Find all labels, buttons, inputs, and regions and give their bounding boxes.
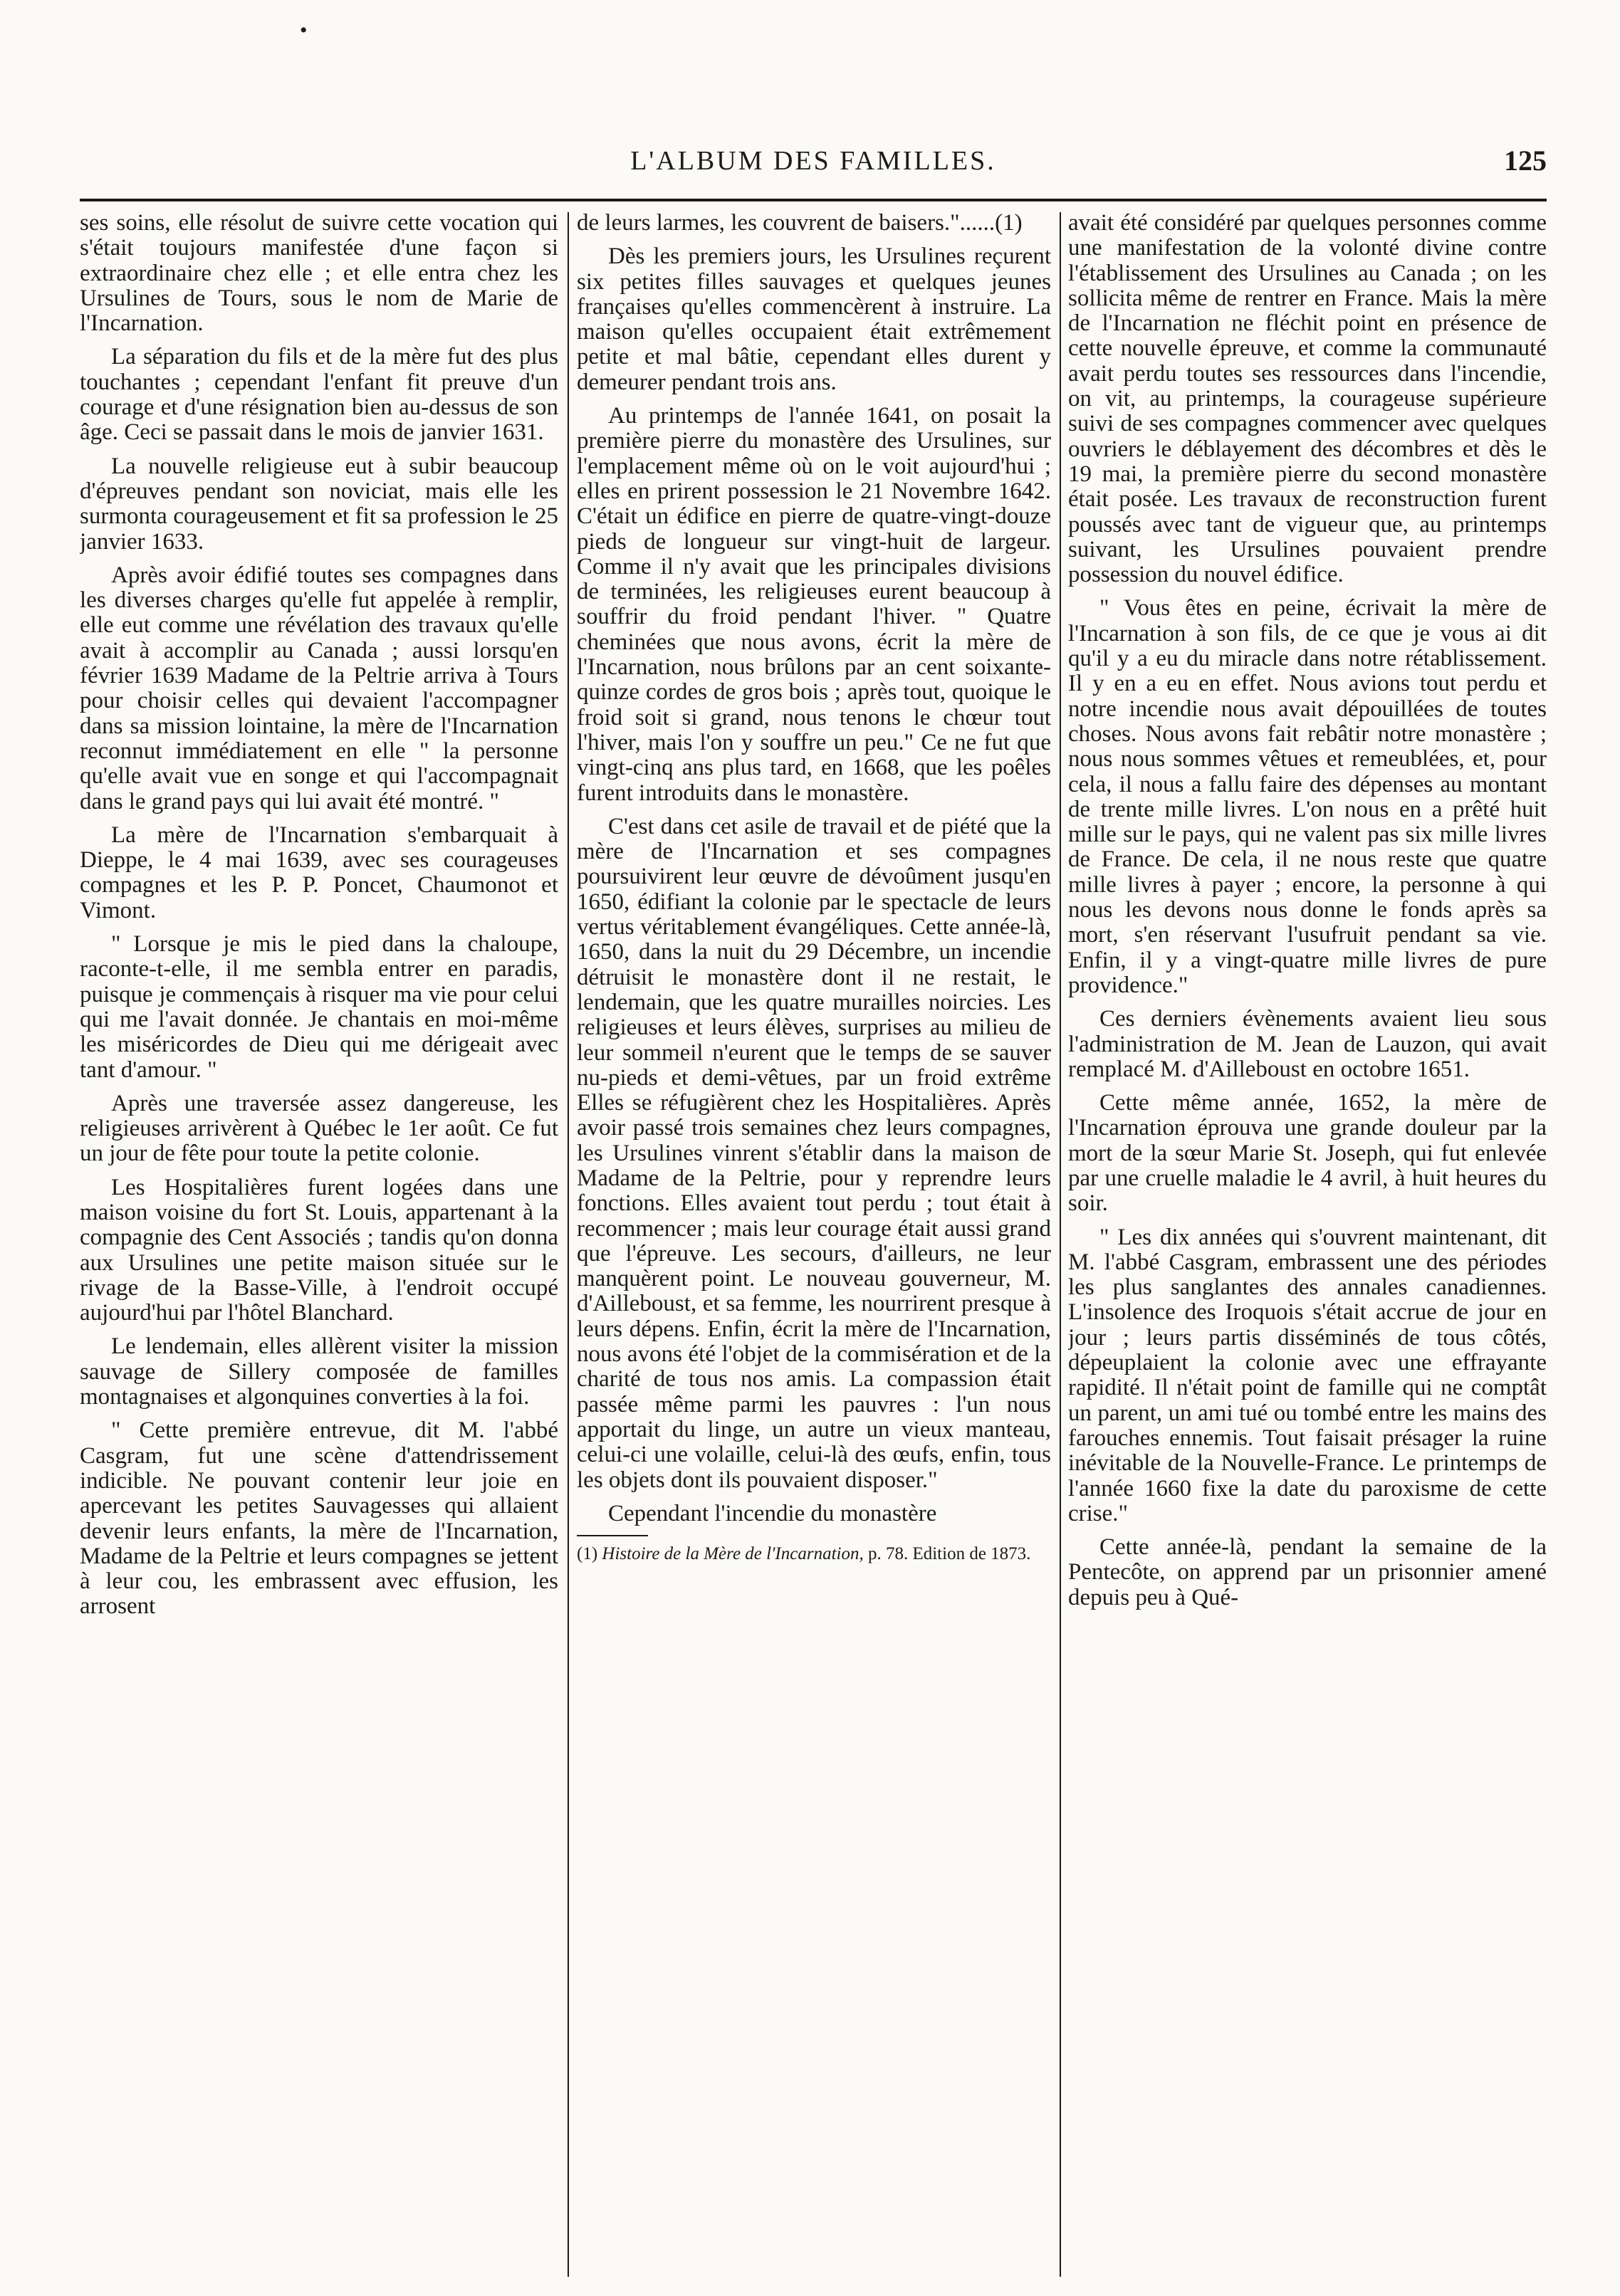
paragraph: Dès les premiers jours, les Ursulines reçurent six petites filles sauvages et quelques jeunes françaises qu'elles commencèrent à instruire. La maison qu'elles occupaient était extrêmement petite et mal bâtie, cependant elles durent y demeurer pendant trois ans. [577,243,1051,395]
text-column-2 [577,211,1051,2275]
paragraph: Cette même année, 1652, la mère de l'Incarnation éprouva une grande douleur par la mort de la sœur Marie St. Joseph, qui fut enlevée par une cruelle maladie le 4 avril, à huit heures du soir. [1068,1090,1547,1217]
paragraph: La nouvelle religieuse eut à subir beaucoup d'épreuves pendant son noviciat, mais elle les surmonta courageusement et fit sa profession le 25 janvier 1633. [80,453,558,555]
paragraph: " Cette première entrevue, dit M. l'abbé Casgram, fut une scène d'attendrissement indicible. Ne pouvant contenir leur joie en apercevant les petites Sauvagesses qui allaient devenir leurs enfants, la mère de l'Incarnation, Madame de la Peltrie et leurs compagnes se jettent à leur cou, les embrassent avec effusion, les arrosent [80,1417,558,1620]
footnote-source: Histoire de la Mère de l'Incarnation, [602,1544,864,1564]
footnote-rule [577,1535,648,1536]
paragraph: " Les dix années qui s'ouvrent maintenant, dit M. l'abbé Casgram, embrassent une des périodes les plus sanglantes des annales canadiennes. L'insolence des Iroquois s'était accrue de jour en jour ; leurs partis disséminés de tous côtés, dépeuplaient la colonie avec une effrayante rapidité. Il n'était point de famille qui ne comptât un parent, un ami tué ou tombé entre les mains des farouches ennemis. Tout faisait présager la ruine inévitable de la Nouvelle-France. Le printemps de l'année 1660 fixe la date du paroxisme de cette crise." [1068,1224,1547,1526]
footnote-edition: p. 78. Edition de 1873. [867,1544,1031,1564]
running-title: L'ALBUM DES FAMILLES. [630,146,996,176]
paragraph: de leurs larmes, les couvrent de baisers."......(1) [577,211,1023,236]
paragraph: Au printemps de l'année 1641, on posait la première pierre du monastère des Ursulines, sur l'emplacement même où on le voit aujourd'hui ; elles en prirent possession le 21 Novembre 1642. C'était un édifice en pierre de quatre-vingt-douze pieds de longueur sur vingt-huit de largeur. Comme il n'y avait que les principales divisions de terminées, les religieuses eurent beaucoup à souffrir du froid pendant l'hiver. " Quatre cheminées que nous avons, écrit la mère de l'Incarnation, nous brûlons par an cent soixante-quinze cordes de gros bois ; après tout, quoique le froid soit si grand, nous tenons le chœur tout l'hiver, mais l'on y souffre un peu." Ce ne fut que vingt-cinq ans plus tard, en 1668, que les poêles furent introduits dans le monastère. [577,403,1051,806]
running-header [80,140,1547,182]
paragraph: C'est dans cet asile de travail et de piété que la mère de l'Incarnation et ses compagnes poursuivirent leur œuvre de dévoûment jusqu'en 1650, édifiant la colonie par le spectacle de leurs vertus véritablement évangéliques. Cette année-là, 1650, dans la nuit du 29 Décembre, un incendie détruisit le monastère dont il ne restait, le lendemain, que les quatre murailles noircies. Les religieuses et leurs élèves, surprises au milieu de leur sommeil n'eurent que le temps de se sauver nu-pieds et demi-vêtues, par un froid extrême Elles se réfugièrent chez les Hospitalières. Après avoir passé trois semaines chez leurs compagnes, les Ursulines vinrent s'établir dans la maison de Madame de la Peltrie, pour y reprendre leurs fonctions. Elles avaient tout perdu ; tout était à recommencer ; mais leur courage était aussi grand que l'épreuve. Les secours, d'ailleurs, ne leur manquèrent point. Le nouveau gouverneur, M. d'Ailleboust, et sa femme, les nourrirent presque à leurs dépens. Enfin, écrit la mère de l'Incarnation, nous avons été l'objet de la commisération et de la charité de tous nos amis. La compassion était passée même parmi les pauvres : l'un nous apportait du linge, un autre un vieux manteau, celui-ci une volaille, celui-là des œufs, enfin, tous les objets dont ils pouvaient disposer." [577,813,1051,1493]
paragraph: Cependant l'incendie du monastère [608,1500,937,1526]
text-column-1 [80,211,558,2275]
paragraph: " Lorsque je mis le pied dans la chaloupe, raconte-t-elle, il me sembla entrer en paradis, puisque je commençais à risquer ma vie pour celui qui me l'avait donnée. Je chantais en moi-même les miséricordes de Dieu qui me dérigeait avec tant d'amour. " [80,931,558,1083]
header-rule [80,199,1547,201]
paragraph: " Vous êtes en peine, écrivait la mère de l'Incarnation à son fils, de ce que je vous ai dit qu'il y a eu du miracle dans notre rétablissement. Il y en a eu en effet. Nous avions tout perdu et notre incendie nous avait dépouillées de toutes choses. Nous avons fait rebâtir notre monastère ; nous nous sommes vêtues et remeublées, et, pour cela, il nous a fallu faire des dépenses au montant de trente mille livres. L'on nous en a prêté huit mille sur le pays, qui ne valent pas six mille livres de France. De cela, il ne nous reste que quatre mille livres à payer ; encore, la personne à qui nous les devons nous donne le fonds après sa mort, s'en réservant l'usufruit pendant sa vie. Enfin, il y a vingt-quatre mille livres de pure providence." [1068,595,1547,998]
paragraph: Ces derniers évènements avaient lieu sous l'administration de M. Jean de Lauzon, qui avait remplacé M. d'Ailleboust en octobre 1651. [1068,1006,1547,1082]
page-number: 125 [1504,145,1547,177]
paragraph: avait été considéré par quelques personnes comme une manifestation de la volonté divine contre l'établissement des Ursulines au Canada ; on les sollicita même de rentrer en France. Mais la mère de l'Incarnation ne fléchit point en présence de cette nouvelle épreuve, et comme la communauté avait perdu toutes ses ressources dans l'incendie, on vit, au printemps, la courageuse supérieure suivi de ses compagnes commencer avec quelques ouvriers le déblayement des décombres et dès le 19 mai, la première pierre du second monastère était posée. Les travaux de reconstruction furent poussés avec tant de vigueur que, au printemps suivant, les Ursulines pouvaient prendre possession du nouvel édifice. [1068,211,1547,588]
paragraph: Cette année-là, pendant la semaine de la Pentecôte, on apprend par un prisonnier amené depuis peu à Qué- [1068,1534,1547,1610]
text-column-3 [1068,211,1547,2275]
column-rule [1060,212,1061,2277]
footnote-marker: (1) [577,1544,598,1564]
paragraph: La mère de l'Incarnation s'embarquait à Dieppe, le 4 mai 1639, avec ses courageuses compagnes et les P. P. Poncet, Chaumonot et Vimont. [80,822,558,923]
printer-mark: • [300,19,308,42]
column-rule [568,212,569,2277]
paragraph: La séparation du fils et de la mère fut des plus touchantes ; cependant l'enfant fit preuve d'un courage et d'une résignation bien au-dessus de son âge. Ceci se passait dans le mois de janvier 1631. [80,344,558,446]
paragraph: ses soins, elle résolut de suivre cette vocation qui s'était toujours manifestée d'une façon si extraordinaire chez elle ; et elle entra chez les Ursulines de Tours, sous le nom de Marie de l'Incarnation. [80,211,558,337]
paragraph: Après avoir édifié toutes ses compagnes dans les diverses charges qu'elle fut appelée à remplir, elle eut comme une révélation des travaux qu'elle avait à accomplir au Canada ; aussi lorsqu'en février 1639 Madame de la Peltrie arriva à Tours pour choisir celles qui devaient l'accompagner dans sa mission lointaine, la mère de l'Incarnation reconnut immédiatement en elle " la personne qu'elle avait vue en songe et qui l'accompagnait dans le grand pays qui lui avait été montré. " [80,562,558,814]
footnote [577,1543,1051,1565]
paragraph: Le lendemain, elles allèrent visiter la mission sauvage de Sillery composée de familles montagnaises et algonquines converties à la foi. [80,1333,558,1410]
paragraph: Les Hospitalières furent logées dans une maison voisine du fort St. Louis, appartenant à la compagnie des Cent Associés ; tandis qu'on donna aux Ursulines une petite maison située sur le rivage de la Basse-Ville, à l'endroit occupé aujourd'hui par l'hôtel Blanchard. [80,1174,558,1326]
paragraph: Après une traversée assez dangereuse, les religieuses arrivèrent à Québec le 1er août. Ce fut un jour de fête pour toute la petite colonie. [80,1090,558,1167]
